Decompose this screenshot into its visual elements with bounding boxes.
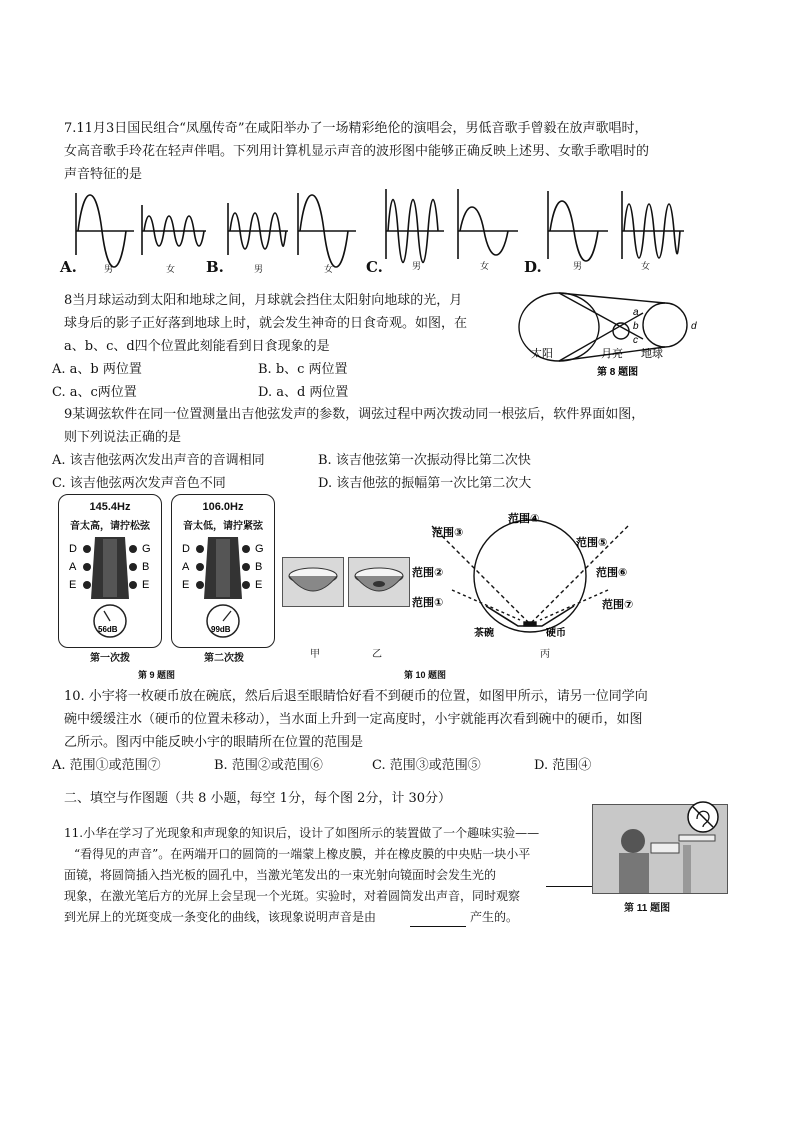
tuner1-string-a: A <box>69 561 77 573</box>
tuner2-string-b: B <box>255 561 263 573</box>
q11-line5-end: 产生的。 <box>470 910 519 924</box>
q10-range-diagram <box>412 510 682 640</box>
tuner1-string-b: B <box>142 561 150 573</box>
tuner2-label: 第二次拨 <box>204 653 244 664</box>
q7-d-female-label: 女 <box>641 261 651 271</box>
tuner1-db: 56dB <box>98 625 118 634</box>
q11-line5: 到光屏上的光斑变成一条变化的曲线，该现象说明声音是由 <box>64 910 377 924</box>
q7-c-female-label: 女 <box>480 261 490 271</box>
q8-line2: 球身后的影子正好落到地球上时，就会发生神奇的日食奇观。如图，在 <box>64 316 468 331</box>
q8-moon-label: 月亮 <box>601 348 623 360</box>
tuner1-string-e-left: E <box>69 579 77 591</box>
q8-option-c[interactable]: C. a、c两位置 <box>52 385 137 400</box>
q8-earth-label: 地球 <box>641 348 663 360</box>
guitar-head-icon <box>67 533 153 605</box>
coin-label: 硬币 <box>546 628 566 639</box>
bowl-photo-jia <box>282 557 344 607</box>
q7-option-a[interactable]: A. <box>60 258 77 276</box>
q7-b-male-label: 男 <box>254 264 264 274</box>
q11-caption: 第 11 题图 <box>624 903 671 914</box>
range-3-label: 范围③ <box>432 527 464 539</box>
q7-b-male-wave <box>228 203 288 255</box>
tuner1-frequency: 145.4Hz <box>89 501 131 513</box>
tuner1-string-d: D <box>69 543 77 555</box>
q11-blank-2[interactable] <box>410 914 466 931</box>
tuner2-string-d: D <box>182 543 190 555</box>
bowl-label: 茶碗 <box>474 628 494 639</box>
q9-option-d[interactable]: D. 该吉他弦的振幅第一次比第二次大 <box>318 476 532 491</box>
section2-title: 二、填空与作图题（共 8 小题，每空 1分，每个图 2分，计 30分） <box>64 791 452 806</box>
guitar-head-icon <box>180 533 266 605</box>
q7-c-male-label: 男 <box>412 261 422 271</box>
range-6-label: 范围⑥ <box>596 567 628 579</box>
tuner-panel-first <box>58 494 162 648</box>
q10-option-c[interactable]: C. 范围③或范围⑤ <box>372 758 481 773</box>
tuner1-string-g: G <box>142 543 151 555</box>
q11-line4: 现象，在激光笔后方的光屏上会呈现一个光斑。实验时，对着圆筒发出声音，同时观察 <box>64 889 521 903</box>
q7-option-d[interactable]: D. <box>524 258 542 276</box>
q9-line1: 9某调弦软件在同一位置测量出吉他弦发声的参数，调弦过程中两次拨动同一根弦后，软件界面如图， <box>64 407 645 422</box>
q11-line1: 11.小华在学习了光现象和声现象的知识后，设计了如图所示的装置做了一个趣味实验—— <box>64 826 540 840</box>
tuner2-string-e-left: E <box>182 579 190 591</box>
range-5-label: 范围⑤ <box>576 537 608 549</box>
q8-option-d[interactable]: D. a、d 两位置 <box>258 385 349 400</box>
q10-line3: 乙所示。图丙中能反映小宇的眼睛所在位置的范围是 <box>64 735 364 750</box>
q8-label-b: b <box>633 321 639 332</box>
q11-line2: “看得见的声音”。在两端开口的圆筒的一端蒙上橡皮膜，并在橡皮膜的中央贴一块小平 <box>74 847 531 861</box>
q8-eclipse-diagram <box>515 287 715 379</box>
q8-option-b[interactable]: B. b、c 两位置 <box>258 362 348 377</box>
q7-c-female-wave <box>458 189 518 259</box>
tuner1-label: 第一次拨 <box>90 653 130 664</box>
tuner1-string-e-right: E <box>142 579 150 591</box>
q7-a-female-label: 女 <box>166 264 176 274</box>
earth-circle <box>643 303 687 347</box>
q7-a-male-wave <box>76 193 134 267</box>
q10-line1: 10. 小宇将一枚硬币放在碗底，然后后退至眼睛恰好看不到硬币的位置，如图甲所示，请另一位同学向 <box>64 689 648 704</box>
q10-option-b[interactable]: B. 范围②或范围⑥ <box>214 758 323 773</box>
q8-line1: 8当月球运动到太阳和地球之间，月球就会挡住太阳射向地球的光，月 <box>64 293 463 308</box>
tuner1-volume-gauge <box>92 603 128 639</box>
q7-option-c[interactable]: C. <box>366 258 383 276</box>
range-7-label: 范围⑦ <box>602 599 634 611</box>
q7-a-female-wave <box>142 205 206 255</box>
q10-caption: 第 10 题图 <box>404 670 447 680</box>
tuner2-db: 99dB <box>211 625 231 634</box>
q7-line3: 声音特征的是 <box>64 167 143 182</box>
tuner1-hint: 音太高，请拧松弦 <box>70 521 150 532</box>
q10-option-d[interactable]: D. 范围④ <box>534 758 592 773</box>
tuner2-frequency: 106.0Hz <box>202 501 244 513</box>
q7-d-female-wave <box>622 191 684 259</box>
range-1-label: 范围① <box>412 597 444 609</box>
q8-caption: 第 8 题图 <box>597 367 639 378</box>
q8-line3: a、b、c、d四个位置此刻能看到日食现象的是 <box>64 339 330 354</box>
q8-option-a[interactable]: A. a、b 两位置 <box>52 362 142 377</box>
q9-option-a[interactable]: A. 该吉他弦两次发出声音的音调相同 <box>52 453 265 468</box>
range-2-label: 范围② <box>412 567 444 579</box>
q7-line1: 7.11月3日国民组合“凤凰传奇”在咸阳举办了一场精彩绝伦的演唱会，男低音歌手曾毅在放声歌唱时， <box>64 121 648 136</box>
q7-option-b[interactable]: B. <box>206 258 224 276</box>
tuner2-volume-gauge <box>205 603 241 639</box>
tuner-panel-second <box>171 494 275 648</box>
q7-b-female-label: 女 <box>324 264 334 274</box>
q8-label-a: a <box>633 307 639 318</box>
q10-label-yi: 乙 <box>372 649 382 660</box>
q7-b-female-wave <box>298 193 356 267</box>
q9-caption: 第 9 题图 <box>138 670 176 680</box>
q7-d-male-label: 男 <box>573 261 583 271</box>
q9-option-c[interactable]: C. 该吉他弦两次发声音色不同 <box>52 476 226 491</box>
q9-line2: 则下列说法正确的是 <box>64 430 182 445</box>
q7-a-male-label: 男 <box>104 264 114 274</box>
tuner2-string-e-right: E <box>255 579 263 591</box>
q9-option-b[interactable]: B. 该吉他弦第一次振动得比第二次快 <box>318 453 531 468</box>
q7-c-male-wave <box>386 189 444 263</box>
q7-line2: 女高音歌手玲花在轻声伴唱。下列用计算机显示声音的波形图中能够正确反映上述男、女歌手歌唱时的 <box>64 144 650 159</box>
bowl-photo-yi <box>348 557 410 607</box>
q11-experiment-photo <box>592 804 728 894</box>
q8-sun-label: 太阳 <box>531 348 553 360</box>
range-4-label: 范围④ <box>508 513 540 525</box>
q11-line3: 面镜，将圆筒插入挡光板的圆孔中，当激光笔发出的一束光射向镜面时会发生光的 <box>64 868 497 882</box>
no-sound-icon <box>685 799 721 835</box>
q10-option-a[interactable]: A. 范围①或范围⑦ <box>52 758 161 773</box>
q10-label-bing: 丙 <box>540 649 550 660</box>
q10-label-jia: 甲 <box>310 649 320 660</box>
tuner2-string-g: G <box>255 543 264 555</box>
q8-label-d: d <box>691 321 697 332</box>
q7-d-male-wave <box>548 191 608 261</box>
tuner2-hint: 音太低，请拧紧弦 <box>183 521 263 532</box>
tuner2-string-a: A <box>182 561 190 573</box>
q8-label-c: c <box>633 335 638 346</box>
q10-line2: 碗中缓缓注水（硬币的位置未移动），当水面上升到一定高度时，小宇就能再次看到碗中的硬币，如图 <box>64 712 643 727</box>
